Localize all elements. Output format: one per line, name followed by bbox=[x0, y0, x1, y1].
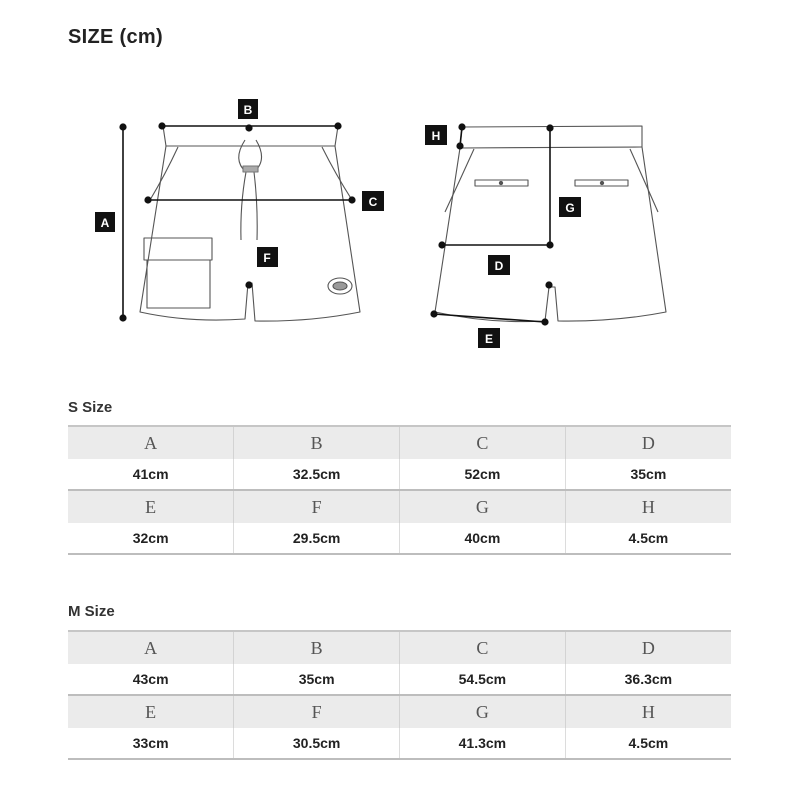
table-row bbox=[68, 664, 731, 695]
value-cell: 36.3cm bbox=[565, 664, 731, 695]
label-a-text: A bbox=[100, 216, 110, 230]
table-row bbox=[68, 490, 731, 523]
shorts-measurement-diagram bbox=[0, 0, 800, 370]
header-cell: H bbox=[565, 695, 731, 728]
header-cell: D bbox=[565, 426, 731, 459]
s-size-table bbox=[68, 425, 731, 555]
page-title: SIZE (cm) bbox=[68, 26, 163, 48]
label-b-text: B bbox=[243, 103, 253, 117]
front-shorts-outline bbox=[140, 126, 360, 321]
label-g bbox=[559, 197, 581, 217]
label-e bbox=[478, 328, 500, 348]
header-cell: C bbox=[400, 631, 566, 664]
value-cell: 4.5cm bbox=[565, 523, 731, 554]
value-cell: 32cm bbox=[68, 523, 234, 554]
label-c-text: C bbox=[368, 195, 378, 209]
label-h-text: H bbox=[431, 129, 441, 143]
header-cell: B bbox=[234, 631, 400, 664]
header-cell: B bbox=[234, 426, 400, 459]
label-e-text: E bbox=[484, 332, 494, 346]
m-size-title: M Size bbox=[68, 603, 115, 620]
label-d-text: D bbox=[494, 259, 504, 273]
value-cell: 30.5cm bbox=[234, 728, 400, 759]
table-row bbox=[68, 728, 731, 759]
value-cell: 40cm bbox=[400, 523, 566, 554]
label-a bbox=[95, 212, 115, 232]
label-h bbox=[425, 125, 447, 145]
header-cell: D bbox=[565, 631, 731, 664]
header-cell: C bbox=[400, 426, 566, 459]
measurement-labels bbox=[95, 99, 581, 348]
value-cell: 4.5cm bbox=[565, 728, 731, 759]
value-cell: 33cm bbox=[68, 728, 234, 759]
value-cell: 35cm bbox=[565, 459, 731, 490]
table-row bbox=[68, 631, 731, 664]
table-row bbox=[68, 459, 731, 490]
value-cell: 54.5cm bbox=[400, 664, 566, 695]
header-cell: A bbox=[68, 631, 234, 664]
header-cell: E bbox=[68, 695, 234, 728]
value-cell: 32.5cm bbox=[234, 459, 400, 490]
value-cell: 41.3cm bbox=[400, 728, 566, 759]
label-b bbox=[238, 99, 258, 119]
value-cell: 41cm bbox=[68, 459, 234, 490]
label-d bbox=[488, 255, 510, 275]
header-cell: A bbox=[68, 426, 234, 459]
value-cell: 29.5cm bbox=[234, 523, 400, 554]
m-size-table bbox=[68, 630, 731, 760]
value-cell: 52cm bbox=[400, 459, 566, 490]
table-row bbox=[68, 426, 731, 459]
header-cell: G bbox=[400, 695, 566, 728]
table-row bbox=[68, 695, 731, 728]
header-cell: E bbox=[68, 490, 234, 523]
header-cell: G bbox=[400, 490, 566, 523]
header-cell: F bbox=[234, 695, 400, 728]
label-f bbox=[257, 247, 278, 267]
table-row bbox=[68, 523, 731, 554]
header-cell: F bbox=[234, 490, 400, 523]
value-cell: 35cm bbox=[234, 664, 400, 695]
s-size-title: S Size bbox=[68, 399, 113, 416]
label-f-text: F bbox=[263, 251, 271, 265]
label-c bbox=[362, 191, 384, 211]
header-cell: H bbox=[565, 490, 731, 523]
label-g-text: G bbox=[565, 201, 575, 215]
value-cell: 43cm bbox=[68, 664, 234, 695]
